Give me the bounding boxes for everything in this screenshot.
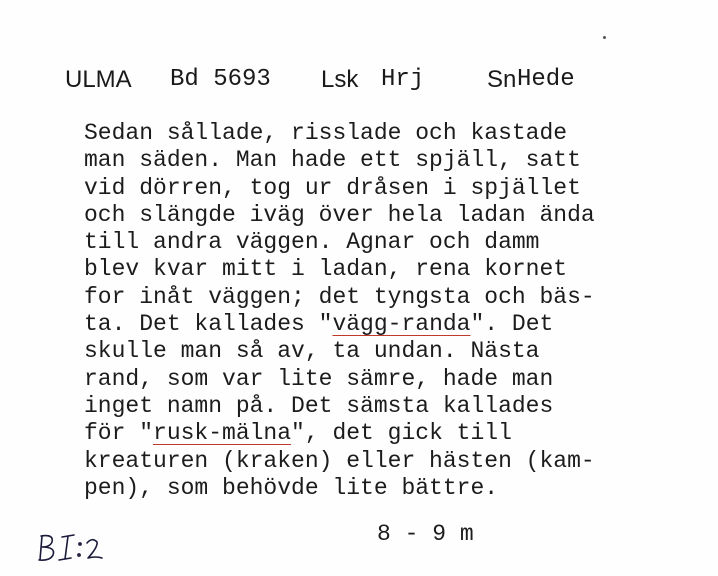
line-segment: för " — [84, 420, 154, 447]
card-header — [0, 62, 718, 98]
text-line: for inåt väggen; det tyngsta och bäs- — [84, 283, 595, 310]
text-line: man säden. Man hade ett spjäll, satt — [84, 147, 581, 174]
speck-mark — [603, 36, 606, 39]
county-code: Lsk — [321, 66, 359, 93]
line-segment: ". Det — [470, 311, 554, 338]
text-line: kreaturen (kraken) eller hästen (kam- — [84, 447, 595, 474]
record-number: Bd 5693 — [170, 66, 271, 93]
text-line: inget namn på. Det sämsta kallades — [84, 392, 554, 419]
text-line — [84, 420, 704, 447]
handwritten-signature — [36, 530, 126, 566]
text-line: pen), som behövde lite bättre. — [84, 474, 499, 501]
text-line: och slängde iväg över hela ladan ända — [84, 201, 595, 228]
underlined-term-rusk-malna: rusk-mälna — [153, 420, 292, 447]
parish-name: Hede — [517, 66, 575, 93]
record-text — [84, 120, 704, 502]
page-reference: 8 - 9 m — [377, 521, 474, 547]
line-segment: ", det gick till — [291, 420, 512, 447]
district-code: Hrj — [381, 66, 425, 93]
text-line — [84, 311, 704, 338]
parish-prefix: Sn — [487, 66, 517, 93]
text-line: blev kvar mitt i ladan, rena kornet — [84, 256, 568, 283]
text-line: skulle man så av, ta undan. Nästa — [84, 338, 540, 365]
text-line: rand, som var lite sämre, hade man — [84, 365, 554, 392]
text-line: Sedan sållade, risslade och kastade — [84, 120, 568, 146]
archive-code: ULMA — [65, 66, 132, 93]
line-segment: ta. Det kallades " — [84, 311, 333, 338]
underlined-term-vagg-randa: vägg-randa — [332, 311, 471, 338]
text-line: till andra väggen. Agnar och damm — [84, 229, 540, 256]
text-line: vid dörren, tog ur dråsen i spjället — [84, 174, 581, 201]
